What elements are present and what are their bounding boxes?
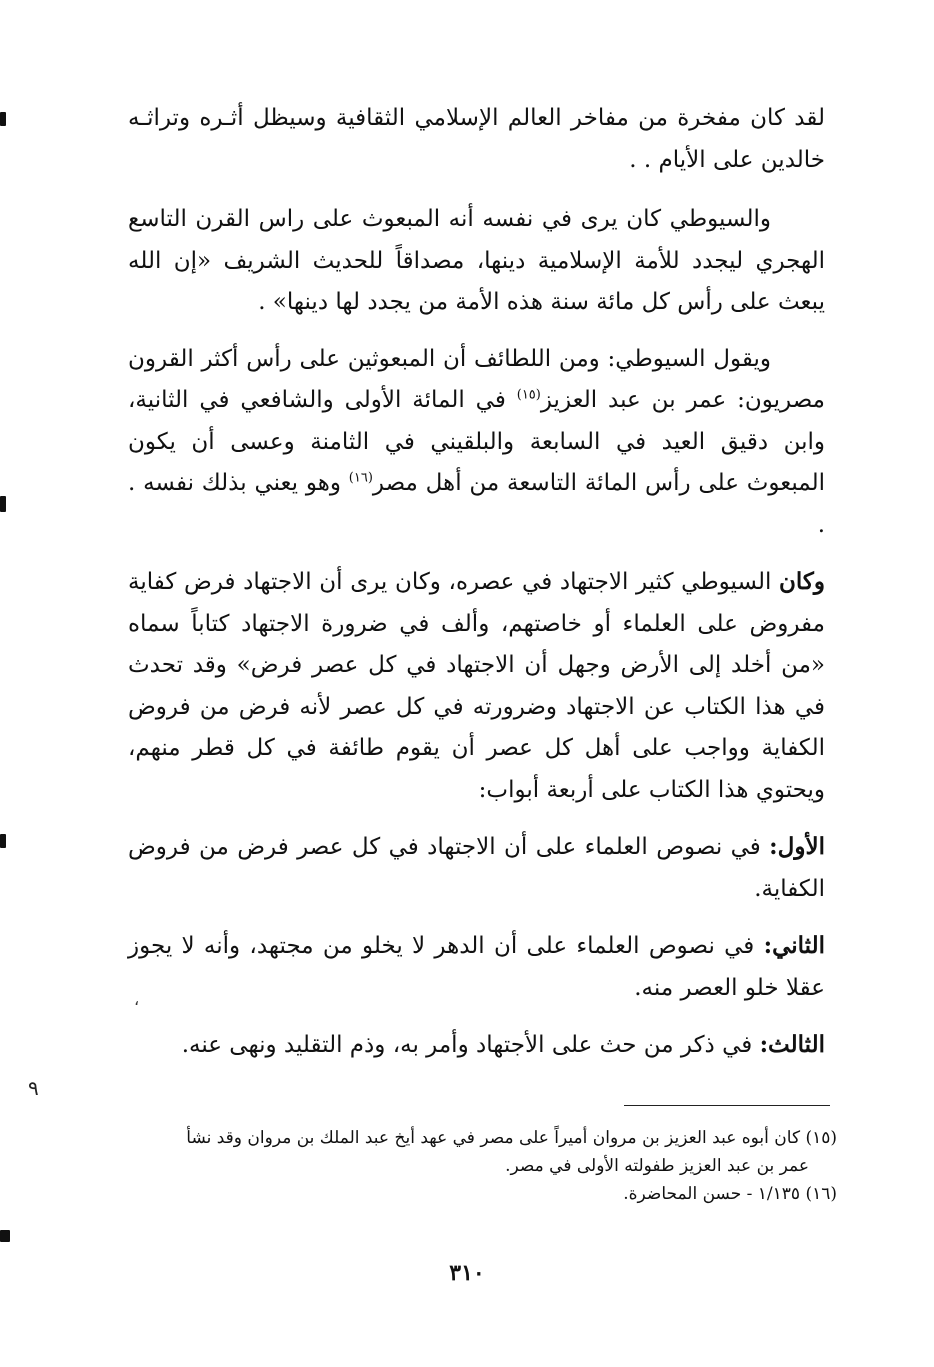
chapter-two — [128, 925, 825, 1009]
paragraph-ijtihad — [128, 561, 825, 811]
footnote-text: عمر بن عبد العزيز طفولته الأولى في مصر. — [505, 1156, 809, 1176]
chapter-three — [128, 1024, 825, 1067]
chapter-text: في نصوص العلماء على أن الدهر لا يخلو من مجتهد، وأنه لا يجوز عقلا خلو العصر منه. — [128, 933, 825, 1001]
paragraph-text: لقد كان مفخرة من مفاخر العالم الإسلامي الثقافية وسيظل أثـره وتراثـه خالدين على الأيام . . — [128, 105, 825, 173]
paragraph-text: والسيوطي كان يرى في نفسه أنه المبعوث على راس القرن التاسع الهجري ليجدد للأمة الإسلامية دينها، مصداقاً للحديث الشريف «إن الله يبعث على رأس كل مائة سنة هذه الأمة من يجدد لها دينها» . — [128, 206, 825, 315]
footnote-text: (١٥) كان أبوه عبد العزيز بن مروان أميراً على مصر في عهد أيخ عبد الملك بن مروان وقد نشأ — [186, 1128, 837, 1148]
footnotes — [160, 1124, 837, 1208]
footnote-15 — [160, 1124, 837, 1152]
footnote-15-continued — [160, 1152, 837, 1180]
chapter-text: في نصوص العلماء على أن الاجتهاد في كل عصر فرض من فروض الكفاية. — [128, 834, 825, 902]
paragraph-text: وهو يعني بذلك نفسه . . — [128, 470, 825, 538]
paragraph-text: السيوطي كثير الاجتهاد في عصره، وكان يرى أن الاجتهاد فرض كفاية مفروض على العلماء أو خاصتهم، وألف في ضرورة الاجتهاد كتاباً سماه «من أخلد إلى الأرض وجهل أن الاجتهاد في كل عصر فرض» وقد تحدث في هذا الكتاب عن الاجتهاد وضرورته في كل عصر لأنه فرض من فروض الكفاية وواجب على أهل كل عصر أن يقوم طائفة في كل قطر منهم، ويحتوي هذا الكتاب على أربعة أبواب: — [128, 569, 825, 803]
paragraph-text: ويقول السيوطي: ومن اللطائف أن المبعوثين على رأس أكثر القرون مصريون: عمر بن عبد العزيز — [128, 345, 825, 413]
footnote-ref-15[interactable]: (١٥) — [516, 387, 541, 403]
binding-mark — [0, 112, 6, 126]
footnote-16 — [160, 1180, 837, 1208]
page-number: ٣١٠ — [449, 1260, 485, 1286]
binding-mark — [0, 834, 6, 848]
paragraph-mabuthin — [128, 339, 825, 547]
chapter-one — [128, 826, 825, 910]
footnote-separator — [624, 1105, 830, 1106]
stray-comma: ، — [134, 990, 140, 1009]
paragraph-lead: وكان — [779, 568, 825, 595]
paragraph-text: في المائة الأولى والشافعي في الثانية، وابن دقيق العيد في السابعة والبلقيني في الثامنة وعسى أن يكون المبعوث على رأس المائة التاسعة من أهل مصر — [128, 387, 825, 496]
chapter-text: في ذكر من حث على الأجتهاد وأمر به، وذم التقليد ونهى عنه. — [181, 1032, 760, 1058]
binding-mark — [0, 1230, 10, 1242]
chapter-label: الثاني: — [763, 932, 825, 959]
footnote-ref-16[interactable]: (١٦) — [348, 470, 373, 486]
paragraph-mujaddid — [128, 199, 825, 324]
body-text — [128, 98, 825, 1082]
margin-glyph: ٩ — [28, 1076, 39, 1100]
paragraph-intro — [128, 98, 825, 181]
chapter-label: الثالث: — [759, 1031, 825, 1058]
binding-mark — [0, 496, 6, 512]
chapter-label: الأول: — [769, 833, 825, 860]
footnote-text: (١٦) ١/١٣٥ - حسن المحاضرة. — [623, 1184, 837, 1204]
